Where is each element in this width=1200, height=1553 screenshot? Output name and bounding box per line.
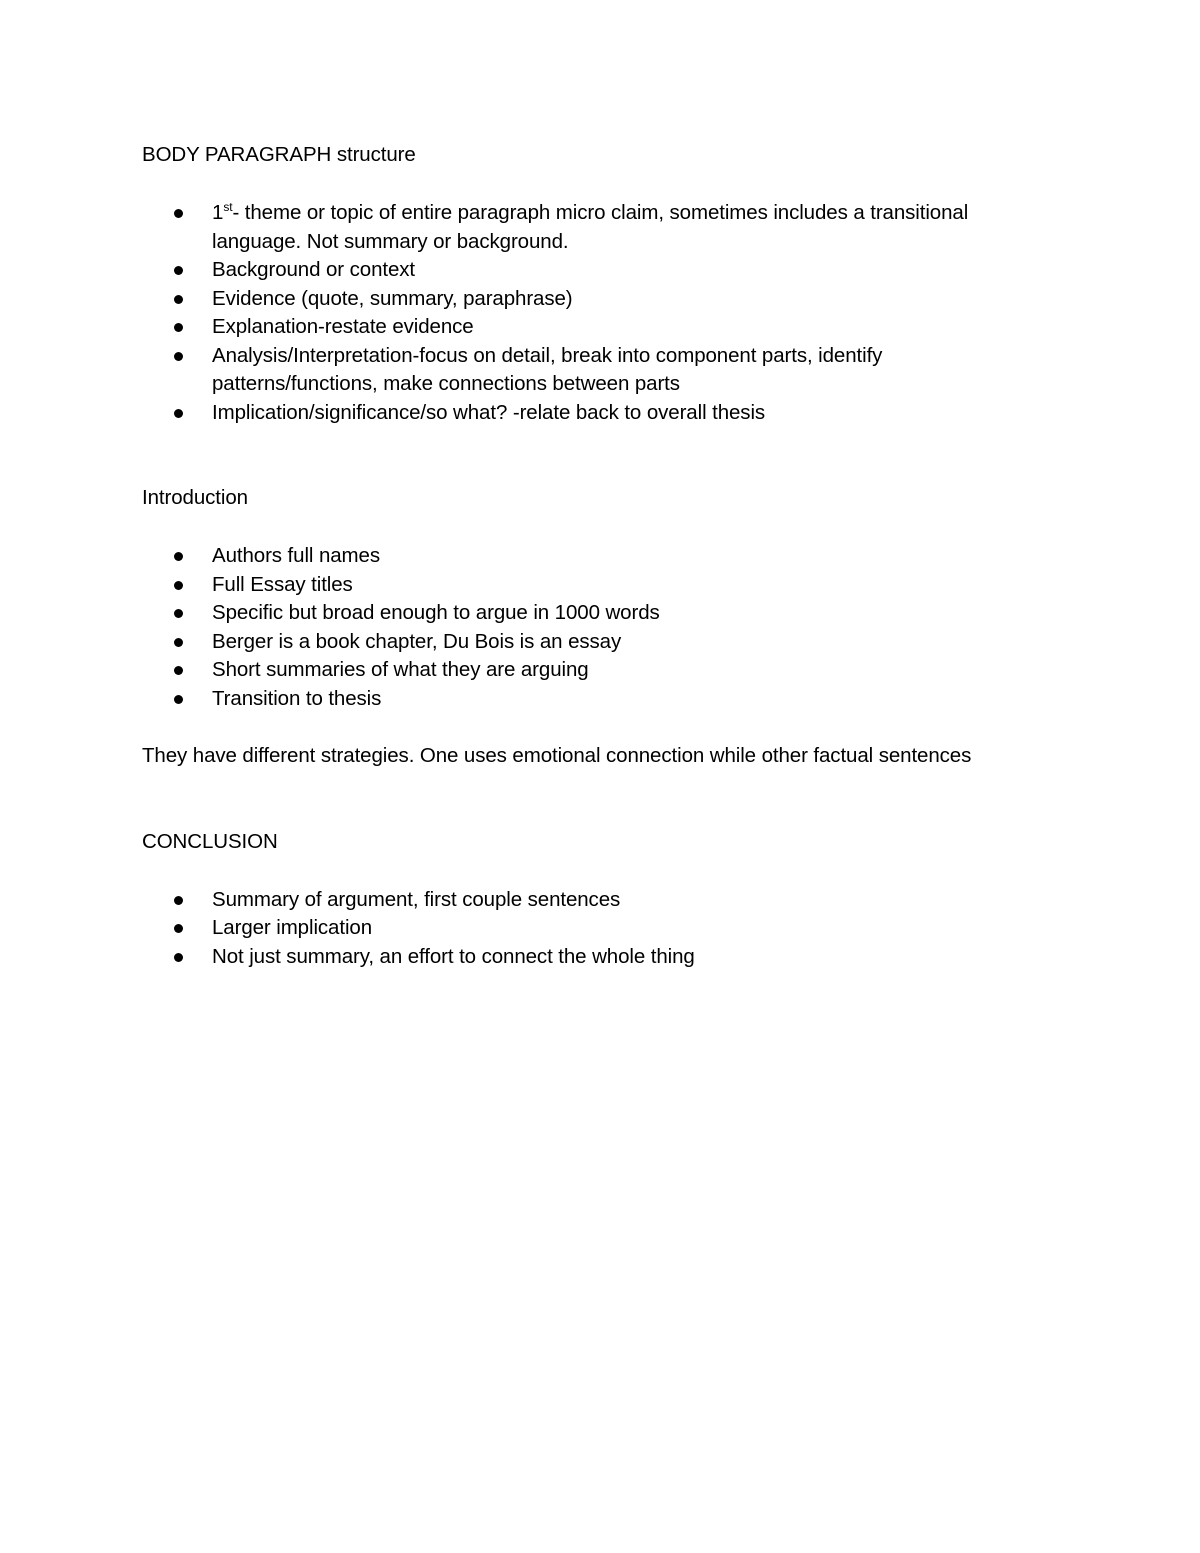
list-item <box>142 285 1042 314</box>
introduction-heading: Introduction <box>142 486 248 509</box>
strategies-note: They have different strategies. One uses emotional connection while other factual sentences <box>142 744 972 767</box>
list-item-text: Explanation-restate evidence <box>212 315 474 338</box>
list-item <box>142 656 1042 685</box>
bullet-icon <box>174 666 183 675</box>
list-item <box>142 342 1042 399</box>
list-item-text: Berger is a book chapter, Du Bois is an essay <box>212 629 622 653</box>
list-item-text: Transition to thesis <box>212 686 382 710</box>
bullet-icon <box>174 924 183 933</box>
bullet-icon <box>174 896 183 905</box>
spacer <box>142 713 1042 742</box>
bullet-icon <box>174 638 183 647</box>
list-item-text: Background or context <box>212 258 416 281</box>
list-item <box>142 599 1042 628</box>
list-item-text: Larger implication <box>212 916 372 939</box>
bullet-icon <box>174 552 183 561</box>
bullet-icon <box>174 266 183 275</box>
bullet-icon <box>174 409 183 418</box>
list-item-text: Specific but broad enough to argue in 1000 words <box>212 601 660 624</box>
list-item <box>142 886 1042 915</box>
list-item <box>142 914 1042 943</box>
list-item <box>142 542 1042 571</box>
bullet-icon <box>174 581 183 590</box>
body-paragraph-list <box>142 199 1042 427</box>
spacer <box>142 170 1042 199</box>
list-item <box>142 628 1042 657</box>
document-body <box>142 141 1042 971</box>
bullet-icon <box>174 695 183 704</box>
first-item-prefix: 1 <box>212 201 224 224</box>
introduction-list <box>142 542 1042 713</box>
list-item <box>142 313 1042 342</box>
list-item-text: Implication/significance/so what? -relate back to overall thesis <box>212 400 766 424</box>
bullet-icon <box>174 323 183 332</box>
list-item-text: Full Essay titles <box>212 572 353 596</box>
spacer <box>142 427 1042 484</box>
list-item-text: Summary of argument, first couple sentences <box>212 887 621 911</box>
list-item <box>142 943 1042 972</box>
list-item-text: Analysis/Interpretation-focus on detail, break into component parts, identify patterns/functions, make connections between parts <box>212 343 883 395</box>
conclusion-list <box>142 886 1042 972</box>
list-item <box>142 399 1042 428</box>
bullet-icon <box>174 209 183 218</box>
body-paragraph-heading: BODY PARAGRAPH structure <box>142 143 416 166</box>
bullet-icon <box>174 609 183 618</box>
first-item-text: - theme or topic of entire paragraph micro claim, sometimes includes a transitional language. Not summary or background. <box>212 201 969 253</box>
first-item-superscript: st <box>223 200 233 215</box>
list-item-text: Short summaries of what they are arguing <box>212 658 589 681</box>
spacer <box>142 771 1042 828</box>
bullet-icon <box>174 295 183 304</box>
list-item <box>142 685 1042 714</box>
spacer <box>142 857 1042 886</box>
spacer <box>142 513 1042 542</box>
list-item <box>142 571 1042 600</box>
list-item-text: Evidence (quote, summary, paraphrase) <box>212 286 573 310</box>
list-item-text: Not just summary, an effort to connect the whole thing <box>212 944 695 968</box>
list-item-text: Authors full names <box>212 544 380 567</box>
bullet-icon <box>174 953 183 962</box>
list-item <box>142 199 1042 256</box>
conclusion-heading: CONCLUSION <box>142 829 278 853</box>
bullet-icon <box>174 352 183 361</box>
list-item <box>142 256 1042 285</box>
